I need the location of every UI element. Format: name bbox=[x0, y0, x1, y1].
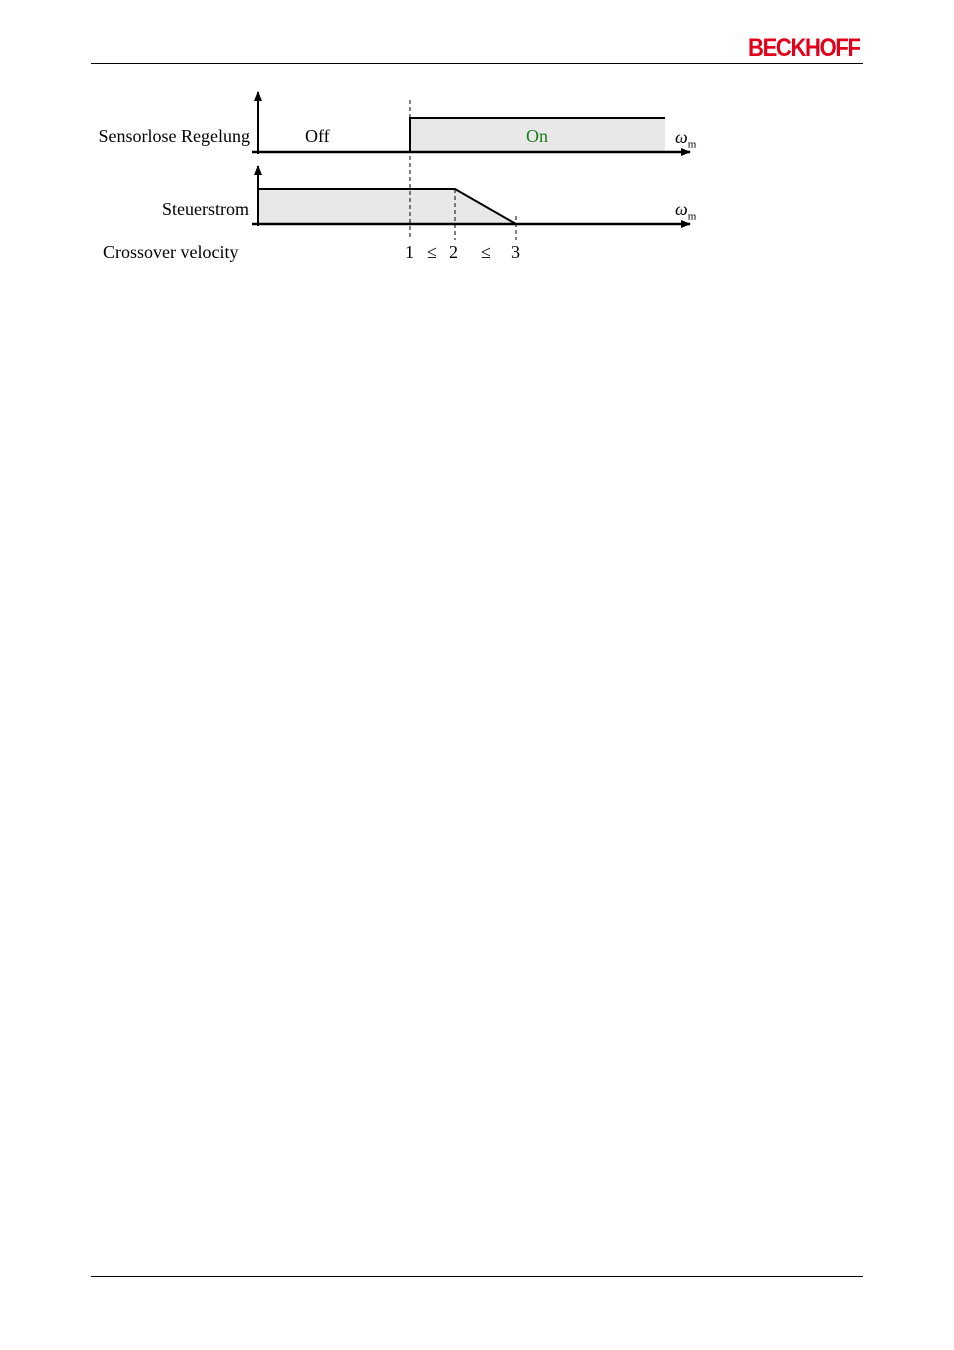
crossover-diagram bbox=[0, 0, 954, 300]
omega-subscript: m bbox=[687, 210, 697, 223]
crossover-le-2: ≤ bbox=[481, 242, 491, 262]
row-label-sensorless: Sensorlose Regelung bbox=[98, 126, 250, 146]
crossover-velocity-label: Crossover velocity bbox=[103, 242, 239, 262]
state-on-label: On bbox=[526, 126, 548, 146]
crossover-marker-2: 2 bbox=[449, 242, 458, 262]
control-current-fill bbox=[258, 189, 516, 224]
omega-symbol: ω bbox=[675, 199, 688, 219]
footer-rule bbox=[91, 1276, 863, 1277]
state-off-label: Off bbox=[305, 126, 330, 146]
crossover-marker-1: 1 bbox=[405, 242, 414, 262]
omega-subscript: m bbox=[687, 138, 697, 151]
crossover-marker-3: 3 bbox=[511, 242, 520, 262]
row2-axis-label bbox=[675, 199, 696, 223]
omega-symbol: ω bbox=[675, 127, 688, 147]
brand-logo: BECKHOFF bbox=[748, 34, 860, 62]
row1-axis-label bbox=[675, 127, 696, 151]
row-label-control-current: Steuerstrom bbox=[162, 199, 249, 219]
crossover-le-1: ≤ bbox=[427, 242, 437, 262]
